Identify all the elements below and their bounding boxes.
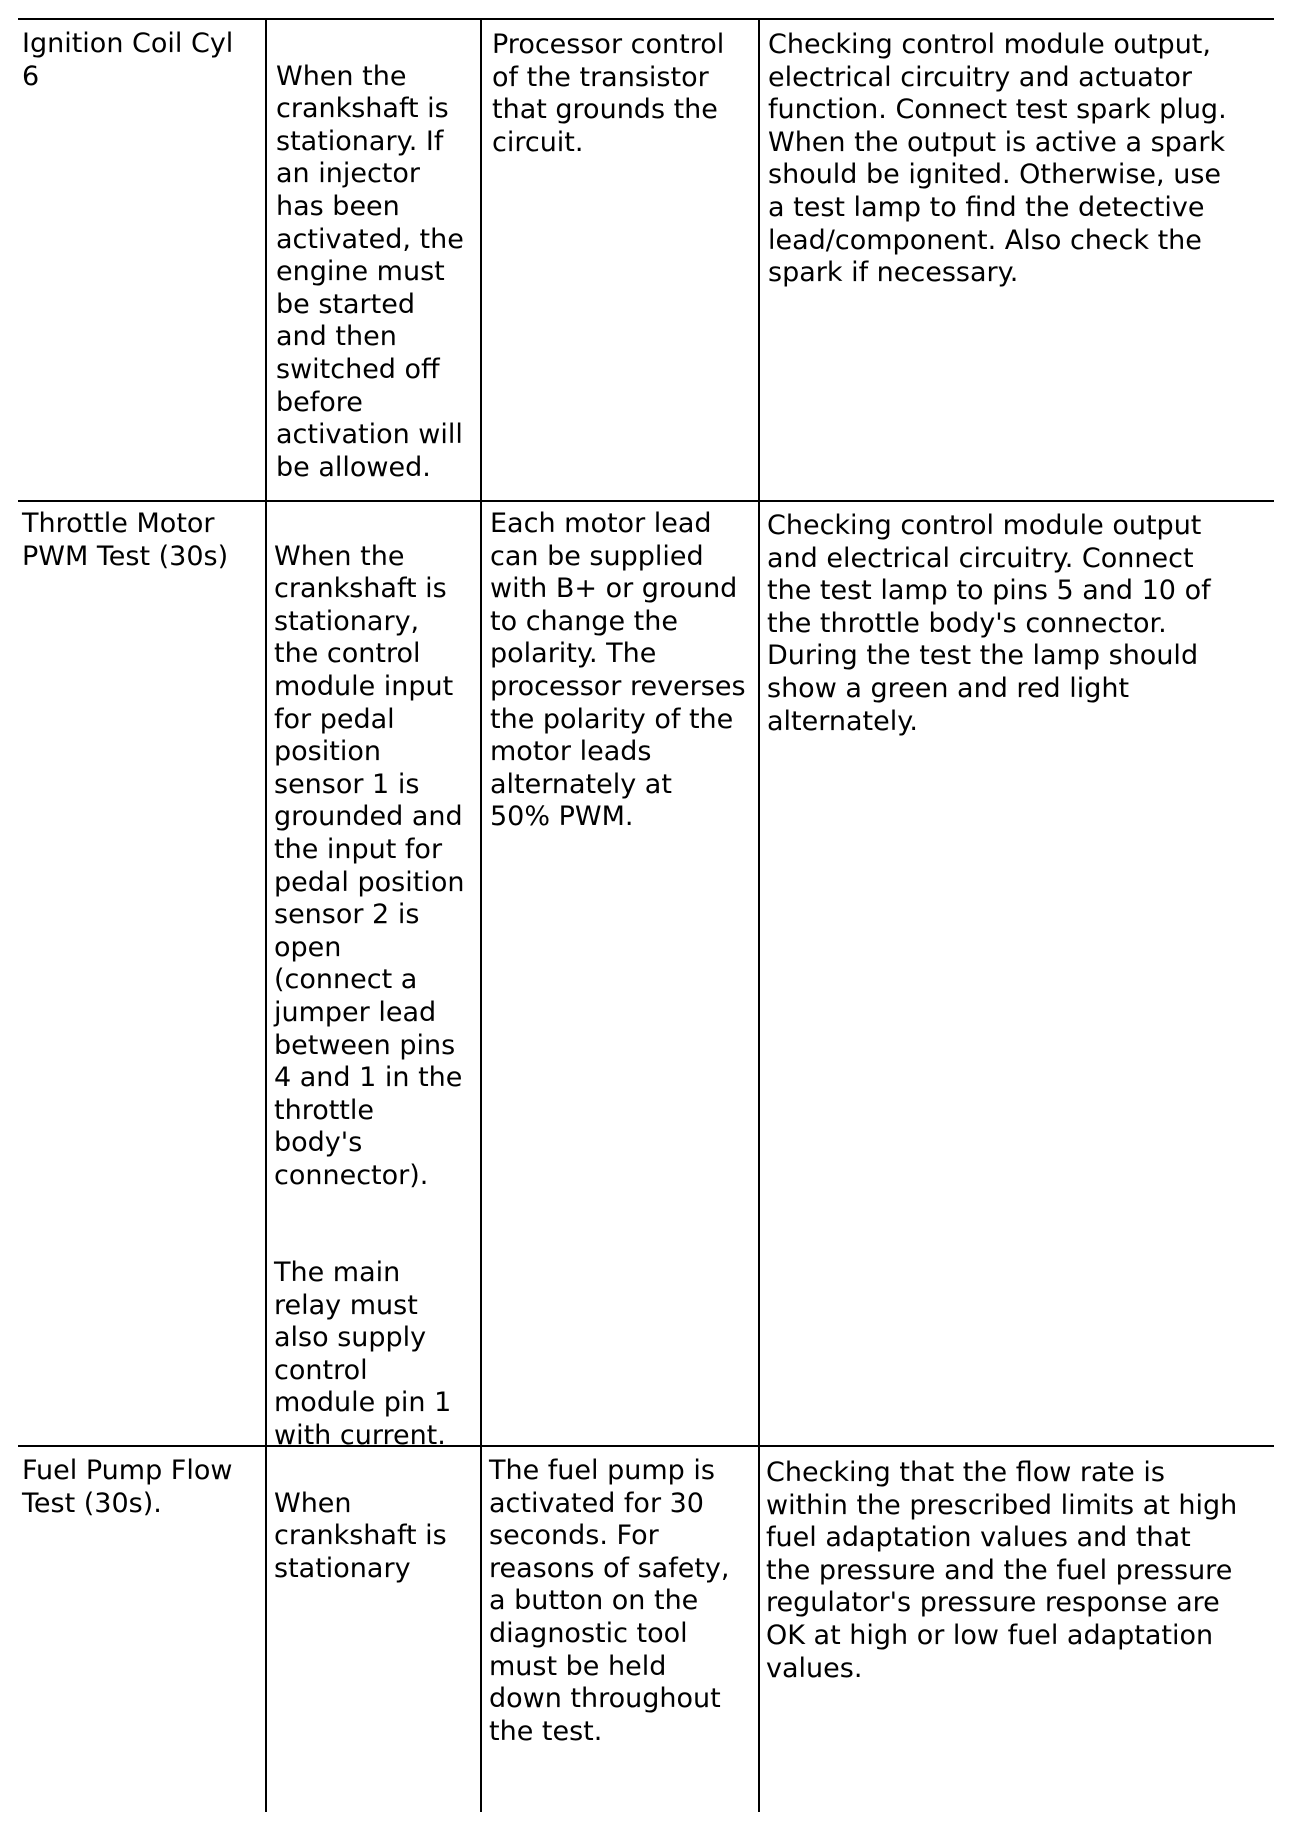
- table-row-3-conditions-text: When crankshaft is stationary: [274, 1487, 447, 1584]
- table-row-2-conditions-text: When the crankshaft is stationary, the control module input for pedal position sensor 1 is grounded and the input for pedal position sensor 2 is open (connect a jumper lead between pins 4 and 1 in the throttle body's connector).: [274, 540, 465, 1191]
- table-row-3-purpose: Checking that the flow rate is within the prescribed limits at high fuel adaptation values and that the pressure and the fuel pressure regulator's pressure response are OK at high or low fuel adaptation values.: [766, 1457, 1238, 1684]
- table-row-1-component: Ignition Coil Cyl 6: [22, 28, 234, 92]
- column-divider-3: [758, 18, 760, 1812]
- table-row-3-conditions: [274, 1455, 447, 1618]
- table-row-2-conditions-note: The main relay must also supply control module pin 1 with current.: [274, 1257, 452, 1452]
- column-divider-2: [480, 18, 482, 1812]
- table-row-2-activation: Each motor lead can be supplied with B+ or ground to change the polarity. The processor reverses the polarity of the motor leads alternately at 50% PWM.: [490, 508, 746, 833]
- table-row-2-component: Throttle Motor PWM Test (30s): [22, 508, 229, 572]
- table-row-1-purpose: Checking control module output, electrical circuitry and actuator function. Connect test spark plug. When the output is active a spark should be ignited. Otherwise, use a test lamp to find the detective lead/component. Also check the spark if necessary.: [768, 29, 1227, 289]
- row-divider-2: [18, 1445, 1274, 1447]
- table-row-1-conditions-text: When the crankshaft is stationary. If an injector has been activated, the engine must be started and then switched off before activation will be allowed.: [276, 60, 464, 483]
- table-row-3-activation: The fuel pump is activated for 30 seconds. For reasons of safety, a button on the diagnostic tool must be held down throughout the test.: [489, 1455, 730, 1747]
- column-divider-1: [265, 18, 267, 1812]
- table-row-1-conditions: [276, 28, 464, 517]
- table-row-2-purpose: Checking control module output and electrical circuitry. Connect the test lamp to pins 5 and 10 of the throttle body's connector. During the test the lamp should show a green and red light alternately.: [767, 510, 1211, 737]
- table-row-2-conditions: [274, 508, 464, 1485]
- table-top-rule: [18, 18, 1274, 20]
- row-divider-1: [18, 500, 1274, 502]
- table-row-3-component: Fuel Pump Flow Test (30s).: [22, 1455, 233, 1519]
- table-row-1-activation: Processor control of the transistor that grounds the circuit.: [492, 29, 725, 158]
